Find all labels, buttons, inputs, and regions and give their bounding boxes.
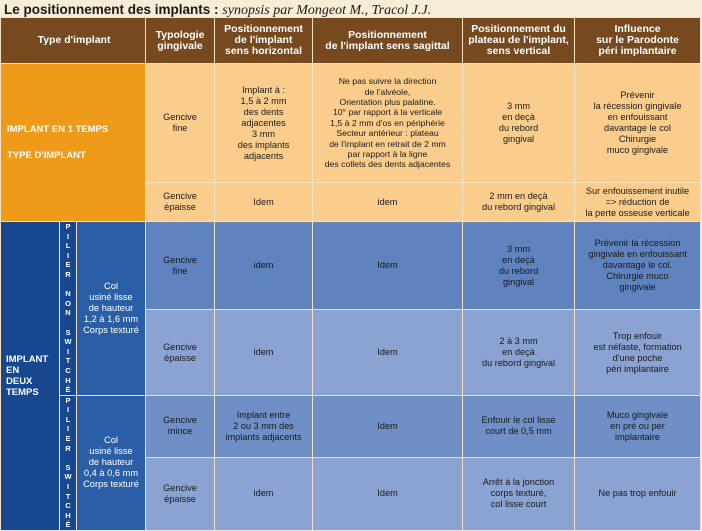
gingiva-cell: Gencive mince (146, 395, 215, 457)
col-description: Col usiné lisse de hauteur 0,4 à 0,6 mm Corps texturé (77, 395, 146, 530)
page-title (4, 2, 431, 18)
sagittal-cell: Idem (313, 395, 463, 457)
header-sagittal: Positionnement de l'implant sens sagittal (313, 18, 463, 64)
header-influence: Influence sur le Parodonte péri implantaire (575, 18, 701, 64)
horizontal-cell: Idem (215, 183, 313, 222)
vertical-cell: Arrêt à la jonction corps texturé, col lisse court (463, 457, 575, 530)
gingiva-cell: Gencive fine (146, 222, 215, 310)
sagittal-cell: Ne pas suivre la direction de l'alvéole, Orientation plus palatine. 10° par rapport à la verticale 1,5 à 2 mm d'os en périphérie Secteur antérieur : plateau de l'implant en retrait de 2 mm par rapport à la ligne des collets des dents adjacentes (313, 64, 463, 183)
col-description: Col usiné lisse de hauteur 1,2 à 1,6 mm Corps texturé (77, 222, 146, 396)
table-row (1, 64, 701, 183)
horizontal-cell: idem (215, 222, 313, 310)
sagittal-cell: Idem (313, 310, 463, 395)
vertical-cell: Enfouir le col lisse court de 0,5 mm (463, 395, 575, 457)
gingiva-cell: Gencive épaisse (146, 183, 215, 222)
influence-cell: Trop enfouir est néfaste, formation d'une poche péri implantaire (575, 310, 701, 395)
influence-cell: Prévenir la récession gingivale en enfouissant davantage le col Chirurgie muco gingivale (575, 64, 701, 183)
header-horizontal: Positionnement de l'implant sens horizontal (215, 18, 313, 64)
vertical-cell: 2 à 3 mm en deçà du rebord gingival (463, 310, 575, 395)
header-gingival: Typologie gingivale (146, 18, 215, 64)
horizontal-cell: idem (215, 457, 313, 530)
vertical-cell: 2 mm en deçà du rebord gingival (463, 183, 575, 222)
influence-cell: Prévenir la récession gingivale en enfouissant davantage le col. Chirurgie muco gingivale (575, 222, 701, 310)
horizontal-cell: Implant à : 1,5 à 2 mm des dents adjacentes 3 mm des implants adjacents (215, 64, 313, 183)
vertical-cell: 3 mm en deçà du rebord gingival (463, 64, 575, 183)
influence-cell: Muco gingivale en pré ou per implantaire (575, 395, 701, 457)
table-row (1, 395, 701, 457)
influence-cell: Sur enfouissement inutile => réduction de la perte osseuse verticale (575, 183, 701, 222)
header-vertical: Positionnement du plateau de l'implant, sens vertical (463, 18, 575, 64)
header-row (1, 18, 701, 64)
gingiva-cell: Gencive épaisse (146, 310, 215, 395)
table-row (1, 222, 701, 310)
pilier-non-switche-label: P I L I E R N O N S W I T C H É (60, 222, 77, 396)
horizontal-cell: idem (215, 310, 313, 395)
influence-cell: Ne pas trop enfouir (575, 457, 701, 530)
sagittal-cell: idem (313, 183, 463, 222)
header-type: Type d'implant (1, 18, 146, 64)
one-stage-title: IMPLANT EN 1 TEMPS (7, 124, 109, 135)
pilier-switche-label: P I L I E R S W I T C H É (60, 395, 77, 530)
title-bold: Le positionnement des implants : (4, 2, 219, 17)
gingiva-cell: Gencive épaisse (146, 457, 215, 530)
gingiva-cell: Gencive fine (146, 64, 215, 183)
one-stage-subtitle: TYPE D'IMPLANT (7, 150, 86, 161)
one-stage-label (1, 64, 146, 222)
two-stage-label: IMPLANT EN DEUX TEMPS (1, 222, 60, 531)
vertical-cell: 3 mm en deçà du rebord gingival (463, 222, 575, 310)
implant-positioning-table (0, 17, 701, 531)
sagittal-cell: Idem (313, 457, 463, 530)
title-italic: synopsis par Mongeot M., Tracol J.J. (222, 3, 432, 18)
sagittal-cell: Idem (313, 222, 463, 310)
horizontal-cell: Implant entre 2 ou 3 mm des implants adjacents (215, 395, 313, 457)
